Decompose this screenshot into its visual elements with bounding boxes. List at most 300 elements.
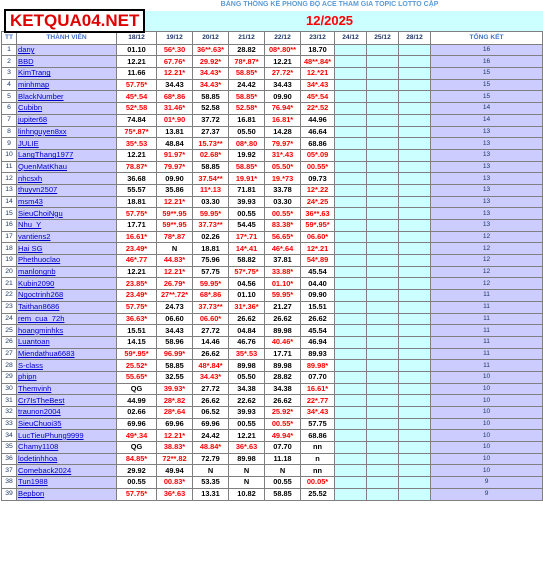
member-name-link[interactable]: LangThang1977	[17, 149, 117, 161]
total-cell: 13	[431, 220, 543, 232]
empty-cell	[367, 465, 399, 477]
row-number: 2	[2, 56, 17, 68]
score-cell: 26.62	[265, 395, 301, 407]
score-cell: 00.55	[265, 477, 301, 489]
score-cell: 12.*21	[301, 68, 335, 80]
score-cell: 27**.72*	[157, 290, 193, 302]
row-number: 30	[2, 383, 17, 395]
empty-cell	[367, 313, 399, 325]
score-cell: 28.82	[265, 371, 301, 383]
score-cell: 36.68	[117, 173, 157, 185]
empty-cell	[335, 68, 367, 80]
member-name-link[interactable]: jupiter68	[17, 114, 117, 126]
member-name-link[interactable]: Phethuoclao	[17, 255, 117, 267]
score-cell: 58.85	[265, 488, 301, 500]
month-title: 12/2025	[117, 11, 543, 32]
member-name-link[interactable]: BlackNumber	[17, 91, 117, 103]
score-cell: 75.96	[193, 255, 229, 267]
member-name-link[interactable]: Cubibn	[17, 103, 117, 115]
score-cell: 89.93	[301, 348, 335, 360]
score-cell: N	[157, 243, 193, 255]
score-cell: 12.21*	[157, 430, 193, 442]
member-name-link[interactable]: SieuChoiNgu	[17, 208, 117, 220]
empty-cell	[367, 138, 399, 150]
row-number: 28	[2, 360, 17, 372]
row-number: 9	[2, 138, 17, 150]
score-cell: 05.50*	[265, 161, 301, 173]
score-cell: 48*.84*	[193, 360, 229, 372]
score-cell: 34.43	[157, 79, 193, 91]
score-cell: 03.30	[265, 196, 301, 208]
empty-cell	[399, 220, 431, 232]
score-cell: 56*.30	[157, 44, 193, 56]
row-number: 37	[2, 465, 17, 477]
score-cell: 57.75*	[117, 301, 157, 313]
total-cell: 11	[431, 360, 543, 372]
table-row	[2, 418, 543, 430]
empty-cell	[399, 138, 431, 150]
member-name-link[interactable]: lodetinhhoa	[17, 453, 117, 465]
score-cell: 46*.64	[265, 243, 301, 255]
total-cell: 10	[431, 418, 543, 430]
score-cell: 22*.52	[301, 103, 335, 115]
score-cell: 11*.13	[193, 184, 229, 196]
empty-cell	[367, 91, 399, 103]
score-cell: 06.60	[157, 313, 193, 325]
score-cell: 79.97*	[157, 161, 193, 173]
score-cell: 18.81	[117, 196, 157, 208]
total-cell: 11	[431, 336, 543, 348]
empty-cell	[335, 173, 367, 185]
total-cell: 13	[431, 173, 543, 185]
empty-cell	[367, 266, 399, 278]
empty-cell	[335, 79, 367, 91]
score-cell: 16.81	[229, 114, 265, 126]
score-cell: 89.98	[265, 325, 301, 337]
score-cell: 01.10*	[265, 278, 301, 290]
total-cell: 13	[431, 184, 543, 196]
member-name-link[interactable]: Tun1988	[17, 477, 117, 489]
score-cell: 34.38	[265, 383, 301, 395]
score-cell: 00.05*	[301, 477, 335, 489]
score-cell: 11.18	[265, 453, 301, 465]
table-row	[2, 453, 543, 465]
score-cell: 12.21*	[157, 196, 193, 208]
empty-cell	[335, 103, 367, 115]
score-cell: 38.83*	[157, 442, 193, 454]
score-cell: 00.55*	[301, 161, 335, 173]
score-cell: 71.81	[229, 184, 265, 196]
score-cell: 89.98	[265, 360, 301, 372]
member-name-link[interactable]: dany	[17, 44, 117, 56]
member-name-link[interactable]: linhnguyen8xx	[17, 126, 117, 138]
score-cell: 57*.75*	[229, 266, 265, 278]
score-cell: 48**.84*	[301, 56, 335, 68]
row-number: 34	[2, 430, 17, 442]
member-name-link[interactable]: Luantoan	[17, 336, 117, 348]
table-row	[2, 290, 543, 302]
score-cell: 26.62	[193, 395, 229, 407]
score-cell: 75*.87*	[117, 126, 157, 138]
score-cell: 34.43	[157, 325, 193, 337]
total-cell: 11	[431, 301, 543, 313]
member-name-link[interactable]: Hai SG	[17, 243, 117, 255]
score-cell: 09.90	[157, 173, 193, 185]
member-name-link[interactable]: minhmap	[17, 79, 117, 91]
column-header: 28/12	[399, 31, 431, 44]
score-cell: 00.55	[117, 477, 157, 489]
empty-cell	[399, 477, 431, 489]
score-cell: 34.43*	[193, 371, 229, 383]
empty-cell	[367, 488, 399, 500]
total-cell: 13	[431, 161, 543, 173]
total-cell: 13	[431, 138, 543, 150]
score-cell: 69.96	[193, 418, 229, 430]
score-cell: 02.26	[193, 231, 229, 243]
score-cell: 44.99	[117, 395, 157, 407]
total-cell: 10	[431, 371, 543, 383]
total-cell: 10	[431, 442, 543, 454]
score-cell: 22*.77	[301, 395, 335, 407]
member-name-link[interactable]: Nhu_Y	[17, 220, 117, 232]
empty-cell	[367, 360, 399, 372]
total-cell: 13	[431, 196, 543, 208]
member-name-link[interactable]: nhcsxh	[17, 173, 117, 185]
member-name-link[interactable]: Ngoctrinh268	[17, 290, 117, 302]
score-cell: 15.51	[301, 301, 335, 313]
row-number: 3	[2, 68, 17, 80]
empty-cell	[399, 488, 431, 500]
score-cell: 04.84	[229, 325, 265, 337]
score-cell: 00.55*	[265, 418, 301, 430]
member-name-link[interactable]: Kubin2090	[17, 278, 117, 290]
table-row	[2, 79, 543, 91]
member-name-link[interactable]: Bepbon	[17, 488, 117, 500]
row-number: 23	[2, 301, 17, 313]
column-header: 22/12	[265, 31, 301, 44]
member-name-link[interactable]: Taithan8686	[17, 301, 117, 313]
member-name-link[interactable]: hoangminhks	[17, 325, 117, 337]
member-name-link[interactable]: BBD	[17, 56, 117, 68]
empty-cell	[399, 360, 431, 372]
empty-cell	[367, 301, 399, 313]
score-cell: 16.81*	[265, 114, 301, 126]
empty-cell	[399, 184, 431, 196]
score-cell: 57.75*	[117, 488, 157, 500]
table-row	[2, 301, 543, 313]
score-cell: 34.38	[229, 383, 265, 395]
score-cell: 12.21*	[157, 266, 193, 278]
row-number: 27	[2, 348, 17, 360]
score-cell: 57.75	[301, 418, 335, 430]
total-cell: 15	[431, 68, 543, 80]
score-cell: 68.86	[301, 138, 335, 150]
row-number: 4	[2, 79, 17, 91]
empty-cell	[367, 255, 399, 267]
score-cell: N	[229, 477, 265, 489]
score-cell: 14.46	[193, 336, 229, 348]
member-name-link[interactable]: vantiens2	[17, 231, 117, 243]
score-cell: 58.96	[157, 336, 193, 348]
table-row	[2, 371, 543, 383]
score-cell: 00.55	[229, 208, 265, 220]
empty-cell	[367, 477, 399, 489]
empty-cell	[399, 418, 431, 430]
table-row	[2, 383, 543, 395]
empty-cell	[399, 266, 431, 278]
score-cell: 35*.53	[117, 138, 157, 150]
row-number: 5	[2, 91, 17, 103]
score-cell: 72.79	[193, 453, 229, 465]
empty-cell	[367, 336, 399, 348]
score-cell: 26.62	[265, 313, 301, 325]
table-row	[2, 161, 543, 173]
score-cell: 79.97*	[265, 138, 301, 150]
total-cell: 10	[431, 430, 543, 442]
table-row	[2, 184, 543, 196]
row-number: 10	[2, 149, 17, 161]
spreadsheet	[1, 0, 542, 501]
member-name-link[interactable]: Cr7IsTheBest	[17, 395, 117, 407]
total-cell: 14	[431, 103, 543, 115]
score-cell: 19.91*	[229, 173, 265, 185]
table-row	[2, 173, 543, 185]
stats-table	[1, 0, 543, 501]
empty-cell	[367, 44, 399, 56]
site-logo[interactable]: KETQUA04.NET	[4, 9, 145, 33]
score-cell: 27.72*	[265, 68, 301, 80]
empty-cell	[335, 290, 367, 302]
empty-cell	[335, 325, 367, 337]
score-cell: 68*.86	[193, 290, 229, 302]
member-name-link[interactable]: traunon2004	[17, 407, 117, 419]
column-header: 18/12	[117, 31, 157, 44]
score-cell: 09.90	[265, 91, 301, 103]
member-name-link[interactable]: rem_cua_72h	[17, 313, 117, 325]
member-name-link[interactable]: SieuChuoi35	[17, 418, 117, 430]
member-name-link[interactable]: Comeback2024	[17, 465, 117, 477]
score-cell: 29.92*	[193, 56, 229, 68]
table-row	[2, 407, 543, 419]
total-cell: 12	[431, 278, 543, 290]
score-cell: 14.15	[117, 336, 157, 348]
score-cell: 33.88*	[265, 266, 301, 278]
score-cell: 36**.63	[301, 208, 335, 220]
member-name-link[interactable]: thuyvn2507	[17, 184, 117, 196]
score-cell: 23.49*	[117, 290, 157, 302]
score-cell: 72**.82	[157, 453, 193, 465]
score-cell: 23.85*	[117, 278, 157, 290]
member-name-link[interactable]: S-class	[17, 360, 117, 372]
score-cell: 12.21	[229, 430, 265, 442]
score-cell: 15.51	[117, 325, 157, 337]
row-number: 36	[2, 453, 17, 465]
score-cell: 59*.95*	[117, 348, 157, 360]
empty-cell	[335, 138, 367, 150]
score-cell: 59**.95	[157, 208, 193, 220]
score-cell: 46.64	[301, 126, 335, 138]
total-cell: 10	[431, 395, 543, 407]
score-cell: 54.45	[229, 220, 265, 232]
row-number: 7	[2, 114, 17, 126]
empty-cell	[335, 371, 367, 383]
column-header: 24/12	[335, 31, 367, 44]
score-cell: 07.70	[301, 371, 335, 383]
empty-cell	[367, 325, 399, 337]
score-cell: 28*.82	[157, 395, 193, 407]
table-row	[2, 360, 543, 372]
score-cell: 14*.41	[229, 243, 265, 255]
score-cell: 58.85	[193, 91, 229, 103]
column-header-row	[2, 31, 543, 44]
column-header: 19/12	[157, 31, 193, 44]
table-row	[2, 488, 543, 500]
member-name-link[interactable]: LucTieuPhung9999	[17, 430, 117, 442]
empty-cell	[335, 184, 367, 196]
row-number: 13	[2, 184, 17, 196]
score-cell: 96.99*	[157, 348, 193, 360]
table-row	[2, 325, 543, 337]
score-cell: 44.96	[301, 114, 335, 126]
table-row	[2, 231, 543, 243]
score-cell: 76.94*	[265, 103, 301, 115]
score-cell: 22.62	[229, 395, 265, 407]
row-number: 1	[2, 44, 17, 56]
score-cell: 78*.87*	[229, 56, 265, 68]
score-cell: 49.94	[157, 465, 193, 477]
score-cell: 27.72	[193, 383, 229, 395]
score-cell: 36.63*	[117, 313, 157, 325]
table-row	[2, 477, 543, 489]
score-cell: 45.54	[301, 325, 335, 337]
column-header: 20/12	[193, 31, 229, 44]
score-cell: 01*.90	[157, 114, 193, 126]
empty-cell	[367, 220, 399, 232]
total-cell: 12	[431, 231, 543, 243]
score-cell: 13.31	[193, 488, 229, 500]
score-cell: 08*.80	[229, 138, 265, 150]
empty-cell	[399, 68, 431, 80]
score-cell: 09.90	[301, 290, 335, 302]
empty-cell	[367, 79, 399, 91]
score-cell: 45*.54	[301, 91, 335, 103]
score-cell: 57.75*	[117, 79, 157, 91]
score-cell: 58.85*	[229, 68, 265, 80]
member-name-link[interactable]: manlongnb	[17, 266, 117, 278]
score-cell: 36*.63	[229, 442, 265, 454]
score-cell: 02.68*	[193, 149, 229, 161]
score-cell: 24*.25	[301, 196, 335, 208]
score-cell: 91.97*	[157, 149, 193, 161]
member-name-link[interactable]: KimTrang	[17, 68, 117, 80]
score-cell: 39.93	[229, 196, 265, 208]
row-number: 32	[2, 407, 17, 419]
score-cell: 26.62	[193, 348, 229, 360]
score-cell: 78*.87	[157, 231, 193, 243]
empty-cell	[367, 407, 399, 419]
total-cell: 13	[431, 208, 543, 220]
total-cell: 12	[431, 266, 543, 278]
score-cell: 52*.58	[117, 103, 157, 115]
row-number: 8	[2, 126, 17, 138]
score-cell: 05.50	[229, 371, 265, 383]
table-row	[2, 278, 543, 290]
empty-cell	[367, 418, 399, 430]
empty-cell	[335, 383, 367, 395]
total-cell: 10	[431, 407, 543, 419]
column-header: 25/12	[367, 31, 399, 44]
score-cell: 33.78	[265, 184, 301, 196]
table-row	[2, 68, 543, 80]
score-cell: 59.95*	[193, 208, 229, 220]
score-cell: 27.37	[193, 126, 229, 138]
score-cell: 37.81	[265, 255, 301, 267]
row-number: 24	[2, 313, 17, 325]
score-cell: 58.85*	[229, 161, 265, 173]
empty-cell	[335, 418, 367, 430]
total-cell: 10	[431, 453, 543, 465]
empty-cell	[399, 56, 431, 68]
score-cell: N	[265, 465, 301, 477]
empty-cell	[399, 325, 431, 337]
score-cell: 58.85	[193, 161, 229, 173]
score-cell: 68*.86	[157, 91, 193, 103]
empty-cell	[335, 196, 367, 208]
empty-cell	[367, 243, 399, 255]
score-cell: 19.92	[229, 149, 265, 161]
empty-cell	[367, 173, 399, 185]
row-number: 22	[2, 290, 17, 302]
empty-cell	[367, 442, 399, 454]
total-cell: 9	[431, 477, 543, 489]
member-name-link[interactable]: JULIE	[17, 138, 117, 150]
score-cell: 17*.71	[229, 231, 265, 243]
total-cell: 12	[431, 243, 543, 255]
total-cell: 12	[431, 255, 543, 267]
member-name-link[interactable]: phipn	[17, 371, 117, 383]
score-cell: 01.10	[229, 290, 265, 302]
score-cell: 59**.95	[157, 220, 193, 232]
row-number: 15	[2, 208, 17, 220]
member-name-link[interactable]: Chamy1108	[17, 442, 117, 454]
total-cell: 13	[431, 126, 543, 138]
empty-cell	[367, 161, 399, 173]
score-cell: 26.79*	[157, 278, 193, 290]
score-cell: 59*.95*	[301, 220, 335, 232]
member-name-link[interactable]: QuenMatKhau	[17, 161, 117, 173]
member-name-link[interactable]: msm43	[17, 196, 117, 208]
score-cell: 12.21	[265, 56, 301, 68]
score-cell: 35.86	[157, 184, 193, 196]
score-cell: 15.73**	[193, 138, 229, 150]
table-row	[2, 313, 543, 325]
score-cell: N	[229, 465, 265, 477]
score-cell: 58.85	[157, 360, 193, 372]
member-name-link[interactable]: Themvinh	[17, 383, 117, 395]
table-row	[2, 208, 543, 220]
empty-cell	[399, 91, 431, 103]
empty-cell	[335, 453, 367, 465]
score-cell: 04.40	[301, 278, 335, 290]
score-cell: 19.*73	[265, 173, 301, 185]
table-row	[2, 138, 543, 150]
member-name-link[interactable]: Miendathua6683	[17, 348, 117, 360]
total-cell: 10	[431, 383, 543, 395]
table-row	[2, 266, 543, 278]
score-cell: 52.58*	[229, 103, 265, 115]
empty-cell	[335, 114, 367, 126]
score-cell: 34*.43	[301, 407, 335, 419]
